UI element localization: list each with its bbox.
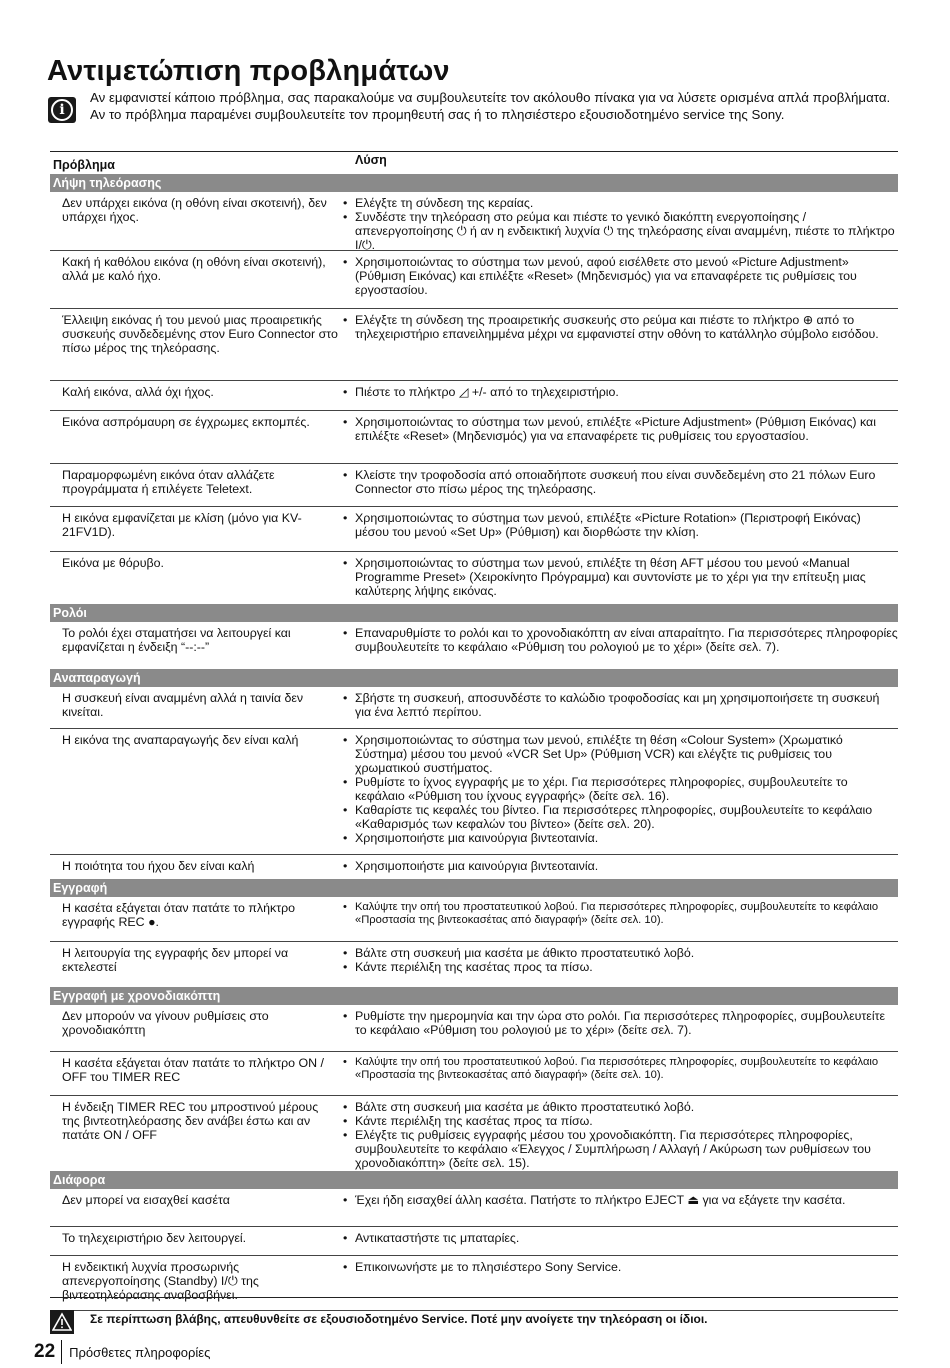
solution-item: • Πιέστε το πλήκτρο ◿ +/- από το τηλεχειριστήριο. (341, 385, 898, 399)
solution-cell (341, 687, 898, 728)
info-icon: i (48, 97, 76, 123)
solution-item: • Ελέγξτε τη σύνδεση της κεραίας. (341, 196, 898, 210)
table-row (50, 192, 898, 251)
table-row (50, 1005, 898, 1052)
solution-item: • Χρησιμοποιώντας το σύστημα των μενού, επιλέξτε τη θέση AFT μέσου του μενού «Manual Programme Preset» (Χειροκίνητο Πρόγραμμα) και συντονίστε με το χέρι για την επίτευξη μιας καλύτερης λήψης εικόνας. (341, 556, 898, 598)
table-row (50, 1052, 898, 1096)
page-footer (34, 1340, 210, 1364)
section-header: Λήψη τηλεόρασης (50, 174, 898, 192)
table-header (50, 152, 898, 174)
solution-item: • Χρησιμοποιήστε μια καινούργια βιντεοταινία. (341, 831, 898, 845)
solution-cell (341, 192, 898, 250)
problem-cell: Η λειτουργία της εγγραφής δεν μπορεί να εκτελεστεί (62, 946, 289, 974)
solution-cell (341, 1052, 898, 1095)
solution-item: • Επαναρυθμίστε το ρολόι και το χρονοδιακόπτη αν είναι απαραίτητο. Για περισσότερες πληροφορίες συμβουλευτείτε το κεφάλαιο «Ρύθμιση του ρολογιού με το χέρι» (δείτε σελ. 7). (341, 626, 898, 654)
solution-cell (341, 507, 898, 551)
solution-cell (341, 1189, 898, 1226)
table-row (50, 309, 898, 381)
problem-cell: Η εικόνα εμφανίζεται με κλίση (μόνο για KV-21FV1D). (62, 511, 302, 539)
solution-item: • Χρησιμοποιώντας το σύστημα των μενού, επιλέξτε «Picture Adjustment» (Ρύθμιση Εικόνας) και επιλέξτε «Reset» (Μηδενισμός) για να επαναφέρετε τις ρυθμίσεις του εργοστασίου. (341, 415, 898, 443)
solution-item: • Χρησιμοποιώντας το σύστημα των μενού, επιλέξτε τη θέση «Colour System» (Χρωματικό Σύστημα) μέσου του μενού «VCR Set Up» (Ρύθμιση VCR) και ελέγξτε τις ρυθμίσεις του χρωματικού συστήματος. (341, 733, 898, 775)
problem-cell: Η κασέτα εξάγεται όταν πατάτε το πλήκτρο εγγραφής REC ●. (62, 901, 296, 929)
table-row (50, 381, 898, 411)
solution-cell (341, 381, 898, 410)
table-row (50, 464, 898, 507)
solution-cell (341, 251, 898, 308)
problem-cell: Δεν μπορεί να εισαχθεί κασέτα (62, 1193, 230, 1207)
solution-item: • Επικοινωνήστε με το πλησιέστερο Sony Service. (341, 1260, 898, 1274)
table-row (50, 855, 898, 879)
solution-item: • Χρησιμοποιήστε μια καινούργια βιντεοταινία. (341, 859, 898, 873)
table-row (50, 1256, 898, 1311)
problem-cell: Κακή ή καθόλου εικόνα (η οθόνη είναι σκοτεινή), αλλά με καλό ήχο. (62, 255, 326, 283)
problem-cell: Η συσκευή είναι αναμμένη αλλά η ταινία δεν κινείται. (62, 691, 304, 719)
solution-item: • Ελέγξτε τις ρυθμίσεις εγγραφής μέσου του χρονοδιακόπτη. Για περισσότερες πληροφορίες, συμβουλευτείτε το κεφάλαιο «Έλεγχος / Συμπλήρωση / Αλλαγή / Ακύρωση των ρυθμίσεων του χρονοδιακόπτη» (δείτε σελ. 15). (341, 1128, 898, 1170)
solution-cell (341, 1227, 898, 1255)
solution-item: • Καθαρίστε τις κεφαλές του βίντεο. Για περισσότερες πληροφορίες, συμβουλευτείτε το κεφάλαιο «Καθαρισμός των κεφαλών του βίντεο» (δείτε σελ. 20). (341, 803, 898, 831)
page-title: Αντιμετώπιση προβλημάτων (47, 55, 450, 87)
table-row (50, 507, 898, 552)
table-row (50, 622, 898, 669)
problem-cell: Η εικόνα της αναπαραγωγής δεν είναι καλή (62, 733, 299, 747)
solution-item: • Ελέγξτε τη σύνδεση της προαιρετικής συσκευής στο ρεύμα και πιέστε το πλήκτρο ⊕ από το τηλεχειριστήριο επανειλημμένα μέχρι να εμφανιστεί στην οθόνη το κατάλληλο σύμβολο εισόδου. (341, 313, 898, 341)
problem-cell: Εικόνα με θόρυβο. (62, 556, 164, 570)
table-row (50, 729, 898, 855)
table-row (50, 687, 898, 729)
table-row (50, 411, 898, 464)
solution-cell (341, 464, 898, 506)
solution-cell (341, 942, 898, 987)
table-row (50, 1096, 898, 1171)
problem-cell: Η ενδεικτική λυχνία προσωρινής απενεργοποίησης (Standby) I/⏻ της βιντεοτηλεόρασης αναβοσβήνει. (62, 1260, 259, 1302)
warning-icon (50, 1310, 74, 1334)
table-body (50, 174, 898, 1311)
intro-text: Αν εμφανιστεί κάποιο πρόβλημα, σας παρακαλούμε να συμβουλευτείτε τον ακόλουθο πίνακα για να λύσετε ορισμένα απλά προβλήματα. Αν το πρόβλημα παραμένει συμβουλευτείτε τον προμηθευτή σας ή το πλησιέστερο εξουσιοδοτημένο service της Sony. (90, 90, 891, 122)
solution-item: • Κάντε περιέλιξη της κασέτας προς τα πίσω. (341, 1114, 898, 1128)
problem-cell: Το τηλεχειριστήριο δεν λειτουργεί. (62, 1231, 247, 1245)
troubleshooting-table (50, 151, 898, 1311)
solution-item: • Κλείστε την τροφοδοσία από οποιαδήποτε συσκευή που είναι συνδεδεμένη στο 21 πόλων Euro Connector στο πίσω μέρος της τηλεόρασης. (341, 468, 898, 496)
problem-cell: Η ένδειξη TIMER REC του μπροστινού μέρους της βιντεοτηλεόρασης δεν ανάβει έστω και αν πατάτε ON / OFF (62, 1100, 319, 1142)
solution-cell (341, 729, 898, 854)
problem-cell: Η ποιότητα του ήχου δεν είναι καλή (62, 859, 255, 873)
solution-cell (341, 411, 898, 463)
solution-item: • Καλύψτε την οπή του προστατευτικού λοβού. Για περισσότερες πληροφορίες, συμβουλευτείτε το κεφάλαιο «Προστασία της βιντεοκασέτας από διαγραφή» (δείτε σελ. 10). (341, 1056, 898, 1082)
solution-item: • Ρυθμίστε το ίχνος εγγραφής με το χέρι. Για περισσότερες πληροφορίες, συμβουλευτείτε το κεφάλαιο «Ρύθμιση του ίχνους εγγραφής» (δείτε σελ. 16). (341, 775, 898, 803)
section-header: Διάφορα (50, 1171, 898, 1189)
solution-item: • Χρησιμοποιώντας το σύστημα των μενού, αφού εισέλθετε στο μενού «Picture Adjustment» (Ρύθμιση Εικόνας) και επιλέξτε «Reset» (Μηδενισμός) για να επαναφέρετε τις ρυθμίσεις του εργοστασίου. (341, 255, 898, 297)
solution-item: • Ρυθμίστε την ημερομηνία και την ώρα στο ρολόι. Για περισσότερες πληροφορίες, συμβουλευτείτε το κεφάλαιο «Ρύθμιση του ρολογιού με το χέρι» (δείτε σελ. 7). (341, 1009, 898, 1037)
solution-cell (341, 309, 898, 380)
page-number: 22 (34, 1340, 62, 1364)
solution-item: • Συνδέστε την τηλεόραση στο ρεύμα και πιέστε το γενικό διακόπτη ενεργοποίησης / απενεργοποίησης ⏻ ή αν η ενδεικτική λυχνία ⏻ της τηλεόρασης είναι αναμμένη, πιέστε το πλήκτρο I/⏻. (341, 210, 898, 252)
footer-section-name: Πρόσθετες πληροφορίες (69, 1344, 211, 1360)
solution-item: • Αντικαταστήστε τις μπαταρίες. (341, 1231, 898, 1245)
solution-item: • Βάλτε στη συσκευή μια κασέτα με άθικτο προστατευτικό λοβό. (341, 1100, 898, 1114)
problem-cell: Το ρολόι έχει σταματήσει να λειτουργεί και εμφανίζεται η ένδειξη “--:--” (62, 626, 291, 654)
table-row (50, 1227, 898, 1256)
solution-cell (341, 1256, 898, 1310)
solution-item: • Έχει ήδη εισαχθεί άλλη κασέτα. Πατήστε το πλήκτρο EJECT ⏏ για να εξάγετε την κασέτα. (341, 1193, 898, 1207)
problem-cell: Δεν υπάρχει εικόνα (η οθόνη είναι σκοτεινή), δεν υπάρχει ήχος. (62, 196, 327, 224)
divider (50, 1297, 898, 1298)
solution-cell (341, 1005, 898, 1051)
section-header: Ρολόι (50, 604, 898, 622)
section-header: Εγγραφή με χρονοδιακόπτη (50, 987, 898, 1005)
table-row (50, 251, 898, 309)
problem-cell: Έλλειψη εικόνας ή του μενού μιας προαιρετικής συσκευής συνδεδεμένης στον Euro Connector στο πίσω μέρος της τηλεόρασης. (62, 313, 338, 355)
solution-item: • Κάντε περιέλιξη της κασέτας προς τα πίσω. (341, 960, 898, 974)
warning-text: Σε περίπτωση βλάβης, απευθυνθείτε σε εξουσιοδοτημένο Service. Ποτέ μην ανοίγετε την τηλεόραση οι ίδιοι. (90, 1312, 708, 1326)
table-row (50, 552, 898, 604)
solution-cell (341, 1096, 898, 1171)
column-header-problem: Πρόβλημα (53, 158, 115, 172)
problem-cell: Δεν μπορούν να γίνουν ρυθμίσεις στο χρονοδιακόπτη (62, 1009, 269, 1037)
table-row (50, 1189, 898, 1227)
problem-cell: Η κασέτα εξάγεται όταν πατάτε το πλήκτρο ON / OFF του TIMER REC (62, 1056, 324, 1084)
solution-item: • Καλύψτε την οπή του προστατευτικού λοβού. Για περισσότερες πληροφορίες, συμβουλευτείτε το κεφάλαιο «Προστασία της βιντεοκασέτας από διαγραφή» (δείτε σελ. 10). (341, 901, 898, 927)
column-header-solution: Λύση (355, 153, 387, 167)
solution-cell (341, 552, 898, 604)
solution-item: • Σβήστε τη συσκευή, αποσυνδέστε το καλώδιο τροφοδοσίας και μη χρησιμοποιήσετε τη συσκευή για ένα λεπτό περίπου. (341, 691, 898, 719)
problem-cell: Εικόνα ασπρόμαυρη σε έγχρωμες εκπομπές. (62, 415, 310, 429)
table-row (50, 897, 898, 942)
solution-cell (341, 622, 898, 669)
problem-cell: Παραμορφωμένη εικόνα όταν αλλάζετε προγράμματα ή επιλέγετε Teletext. (62, 468, 275, 496)
solution-cell (341, 855, 898, 879)
table-row (50, 942, 898, 987)
solution-item: • Χρησιμοποιώντας το σύστημα των μενού, επιλέξτε «Picture Rotation» (Περιστροφή Εικόνας) μέσου του μενού «Set Up» (Ρύθμιση) και διορθώστε την κλίση. (341, 511, 898, 539)
section-header: Εγγραφή (50, 879, 898, 897)
problem-cell: Καλή εικόνα, αλλά όχι ήχος. (62, 385, 214, 399)
solution-item: • Βάλτε στη συσκευή μια κασέτα με άθικτο προστατευτικό λοβό. (341, 946, 898, 960)
section-header: Αναπαραγωγή (50, 669, 898, 687)
solution-cell (341, 897, 898, 941)
